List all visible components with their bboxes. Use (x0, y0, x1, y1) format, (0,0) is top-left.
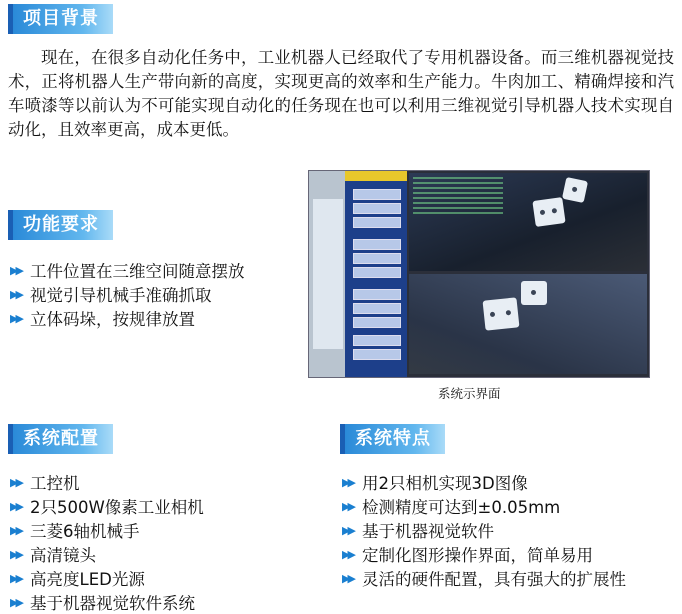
section-title: 系统配置 (13, 424, 113, 454)
list-item-text: 视觉引导机械手准确抓取 (30, 286, 212, 305)
screenshot-button (353, 303, 401, 314)
list-item (10, 518, 204, 542)
screenshot-button (353, 239, 401, 250)
screenshot-tree-view (313, 199, 343, 349)
screenshot-panel-header (345, 171, 407, 181)
section-header-config (8, 424, 113, 454)
list-item (342, 566, 626, 590)
list-item (10, 282, 245, 306)
list-item (342, 542, 626, 566)
list-item (10, 258, 245, 282)
screenshot-button (353, 267, 401, 278)
list-item (10, 590, 204, 614)
double-arrow-icon: ▶▶ (342, 499, 353, 513)
screenshot-button (353, 189, 401, 200)
list-item (10, 542, 204, 566)
features-list (10, 258, 245, 330)
section-title: 项目背景 (13, 4, 113, 34)
list-item (10, 494, 204, 518)
workpiece (562, 177, 588, 203)
section-header-features (8, 210, 113, 240)
screenshot-button (353, 253, 401, 264)
list-item (10, 566, 204, 590)
list-item-text: 灵活的硬件配置，具有强大的扩展性 (362, 570, 626, 589)
list-item-text: 工件位置在三维空间随意摆放 (30, 262, 245, 281)
list-item-text: 检测精度可达到±0.05mm (362, 498, 561, 517)
system-interface-screenshot (308, 170, 650, 378)
list-item-text: 立体码垛，按规律放置 (30, 310, 195, 329)
double-arrow-icon: ▶▶ (342, 571, 353, 585)
double-arrow-icon: ▶▶ (10, 475, 21, 489)
overlay-text-lines (413, 177, 503, 217)
workpiece (483, 297, 520, 330)
list-item (10, 306, 245, 330)
screenshot-caption: 系统示界面 (438, 386, 501, 401)
double-arrow-icon: ▶▶ (342, 547, 353, 561)
screenshot-button (353, 289, 401, 300)
list-item-text: 三菱6轴机械手 (30, 522, 140, 541)
list-item-text: 用2只相机实现3D图像 (362, 474, 528, 493)
list-item (10, 470, 204, 494)
list-item-text: 2只500W像素工业相机 (30, 498, 204, 517)
double-arrow-icon: ▶▶ (10, 595, 21, 609)
section-header-traits (340, 424, 445, 454)
list-item-text: 定制化图形操作界面，简单易用 (362, 546, 593, 565)
double-arrow-icon: ▶▶ (10, 523, 21, 537)
section-header-background (8, 4, 113, 34)
double-arrow-icon: ▶▶ (10, 263, 21, 277)
workpiece (532, 197, 565, 227)
workpiece (521, 281, 547, 305)
list-item (342, 470, 626, 494)
list-item-text: 高清镜头 (30, 546, 96, 565)
screenshot-button (353, 335, 401, 346)
double-arrow-icon: ▶▶ (342, 523, 353, 537)
double-arrow-icon: ▶▶ (10, 287, 21, 301)
screenshot-button (353, 317, 401, 328)
screenshot-button (353, 217, 401, 228)
double-arrow-icon: ▶▶ (10, 547, 21, 561)
list-item-text: 高亮度LED光源 (30, 570, 145, 589)
screenshot-button (353, 349, 401, 360)
double-arrow-icon: ▶▶ (10, 499, 21, 513)
double-arrow-icon: ▶▶ (342, 475, 353, 489)
section-title: 系统特点 (345, 424, 445, 454)
traits-list (342, 470, 626, 590)
config-list (10, 470, 204, 614)
list-item-text: 基于机器视觉软件 (362, 522, 494, 541)
background-paragraph: 现在，在很多自动化任务中，工业机器人已经取代了专用机器设备。而三维机器视觉技术，正将机器人生产带向新的高度，实现更高的效率和生产能力。牛肉加工、精确焊接和汽车喷漆等以前认为不可能实现自动化的任务现在也可以利用三维视觉引导机器人技术实现自动化，且效率更高，成本更低。 (8, 48, 674, 139)
list-item (342, 494, 626, 518)
double-arrow-icon: ▶▶ (10, 571, 21, 585)
double-arrow-icon: ▶▶ (10, 311, 21, 325)
section-title: 功能要求 (13, 210, 113, 240)
list-item-text: 基于机器视觉软件系统 (30, 594, 195, 613)
screenshot-button (353, 203, 401, 214)
list-item (342, 518, 626, 542)
list-item-text: 工控机 (30, 474, 80, 493)
